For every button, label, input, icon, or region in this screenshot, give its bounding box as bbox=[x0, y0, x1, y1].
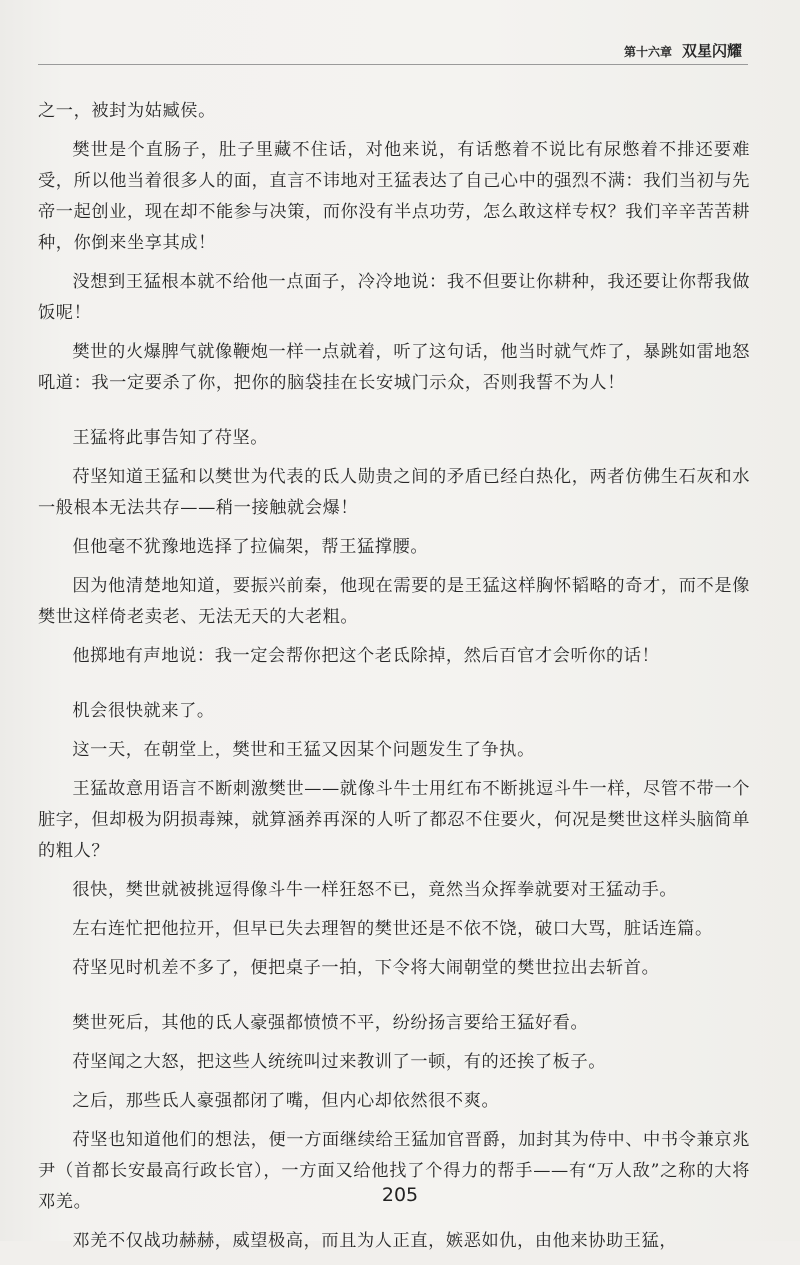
paragraph: 苻坚也知道他们的想法，便一方面继续给王猛加官晋爵，加封其为侍中、中书令兼京兆尹（首都长安最高行政长官），一方面又给他找了个得力的帮手——有“万人敌”之称的大将邓羌。 bbox=[38, 1130, 750, 1212]
paragraph: 因为他清楚地知道，要振兴前秦，他现在需要的是王猛这样胸怀韬略的奇才，而不是像樊世这样倚老卖老、无法无天的大老粗。 bbox=[38, 576, 750, 627]
paragraph: 但他毫不犹豫地选择了拉偏架，帮王猛撑腰。 bbox=[72, 537, 429, 557]
paragraph: 机会很快就来了。 bbox=[72, 701, 215, 721]
paragraph: 苻坚闻之大怒，把这些人统统叫过来教训了一顿，有的还挨了板子。 bbox=[72, 1052, 607, 1072]
paragraph: 没想到王猛根本就不给他一点面子，冷冷地说：我不但要让你耕种，我还要让你帮我做饭呢！ bbox=[38, 272, 750, 323]
chapter-title: 双星闪耀 bbox=[681, 42, 742, 60]
paragraph: 苻坚见时机差不多了，便把桌子一拍，下令将大闹朝堂的樊世拉出去斩首。 bbox=[72, 958, 660, 978]
paragraph: 很快，樊世就被挑逗得像斗牛一样狂怒不已，竟然当众挥拳就要对王猛动手。 bbox=[72, 880, 678, 900]
body-text bbox=[38, 96, 750, 1265]
paragraph: 他掷地有声地说：我一定会帮你把这个老氐除掉，然后百官才会听你的话！ bbox=[72, 646, 660, 666]
paragraph: 樊世的火爆脾气就像鞭炮一样一点就着，听了这句话，他当时就气炸了，暴跳如雷地怒吼道：我一定要杀了你，把你的脑袋挂在长安城门示众，否则我誓不为人！ bbox=[38, 342, 750, 393]
paragraph: 之后，那些氐人豪强都闭了嘴，但内心却依然很不爽。 bbox=[72, 1091, 500, 1111]
paragraph: 樊世是个直肠子，肚子里藏不住话，对他来说，有话憋着不说比有尿憋着不排还要难受，所以他当着很多人的面，直言不讳地对王猛表达了自己心中的强烈不满：我们当初与先帝一起创业，现在却不能参与决策，而你没有半点功劳，怎么敢这样专权？我们辛辛苦苦耕种，你倒来坐享其成！ bbox=[38, 140, 750, 253]
paragraph: 樊世死后，其他的氐人豪强都愤愤不平，纷纷扬言要给王猛好看。 bbox=[72, 1013, 589, 1033]
paragraph: 王猛将此事告知了苻坚。 bbox=[72, 428, 269, 448]
paragraph: 苻坚知道王猛和以樊世为代表的氐人勋贵之间的矛盾已经白热化，两者仿佛生石灰和水一般根本无法共存——稍一接触就会爆！ bbox=[38, 467, 750, 518]
paragraph: 之一，被封为姑臧侯。 bbox=[38, 101, 216, 121]
header-rule bbox=[38, 64, 748, 65]
paragraph: 左右连忙把他拉开，但早已失去理智的樊世还是不依不饶，破口大骂，脏话连篇。 bbox=[72, 919, 713, 939]
page-number: 205 bbox=[381, 1184, 419, 1206]
paragraph: 王猛故意用语言不断刺激樊世——就像斗牛士用红布不断挑逗斗牛一样，尽管不带一个脏字，但却极为阴损毒辣，就算涵养再深的人听了都忍不住要火，何况是樊世这样头脑简单的粗人？ bbox=[38, 779, 750, 861]
paragraph: 邓羌不仅战功赫赫，威望极高，而且为人正直，嫉恶如仇，由他来协助王猛， bbox=[72, 1231, 678, 1251]
paragraph: 这一天，在朝堂上，樊世和王猛又因某个问题发生了争执。 bbox=[72, 740, 535, 760]
chapter-number: 第十六章 bbox=[623, 45, 672, 59]
running-head bbox=[624, 40, 742, 61]
